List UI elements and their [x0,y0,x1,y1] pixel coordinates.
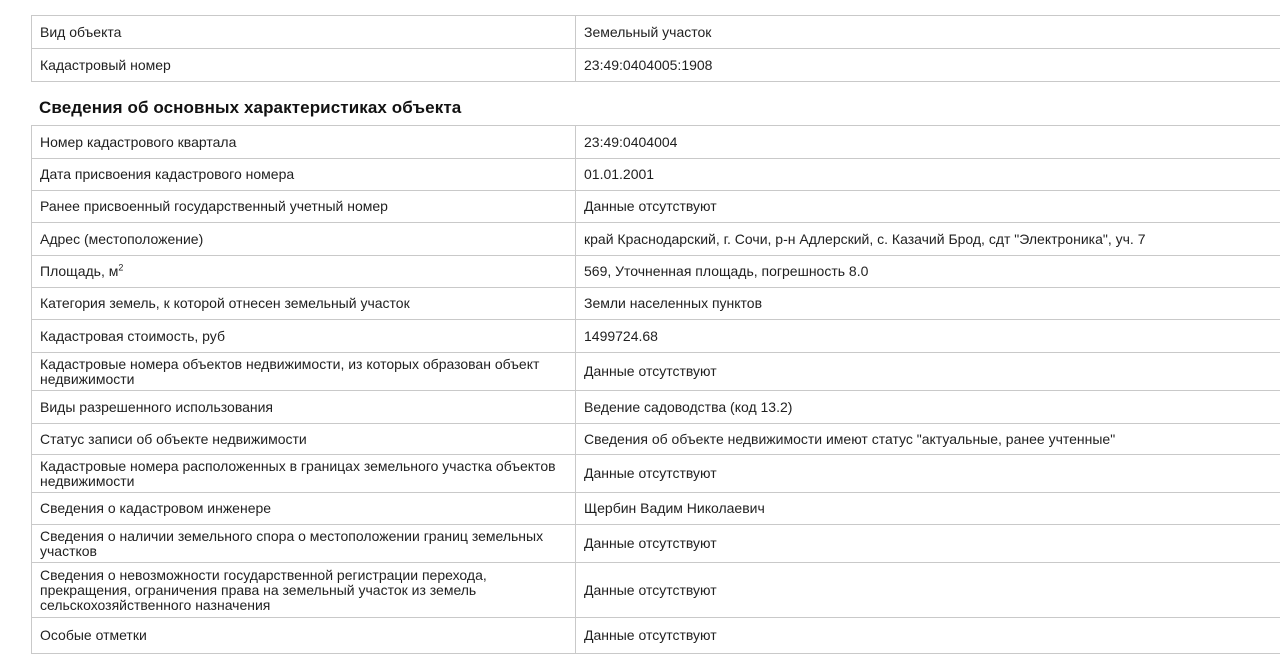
table-row [32,391,1280,424]
registration-impossibility-value: Данные отсутствуют [576,563,1280,618]
cadastral-number-value: 23:49:0404005:1908 [576,49,1280,82]
permitted-use-label: Виды разрешенного использования [32,391,576,424]
table-row [32,223,1280,256]
table-row [32,618,1280,654]
cadastral-cost-value: 1499724.68 [576,320,1280,353]
address-value: край Краснодарский, г. Сочи, р-н Адлерский, с. Казачий Брод, сдт "Электроника", уч. 7 [576,223,1280,256]
record-status-label: Статус записи об объекте недвижимости [32,424,576,455]
assign-date-value: 01.01.2001 [576,159,1280,191]
table-row [32,49,1280,82]
table-row [32,320,1280,353]
cadastral-number-label: Кадастровый номер [32,49,576,82]
table-row [32,424,1280,455]
table-row [32,256,1280,288]
special-notes-value: Данные отсутствуют [576,618,1280,654]
table-row [32,493,1280,525]
permitted-use-value: Ведение садоводства (код 13.2) [576,391,1280,424]
record-status-value: Сведения об объекте недвижимости имеют статус "актуальные, ранее учтенные" [576,424,1280,455]
table-row [32,525,1280,563]
cadastral-cost-label: Кадастровая стоимость, руб [32,320,576,353]
object-type-value: Земельный участок [576,16,1280,49]
previous-number-value: Данные отсутствуют [576,191,1280,223]
located-objects-label: Кадастровые номера расположенных в границах земельного участка объектов недвижимости [32,455,576,493]
quarter-number-value: 23:49:0404004 [576,126,1280,159]
assign-date-label: Дата присвоения кадастрового номера [32,159,576,191]
table-row [32,455,1280,493]
area-label-text: Площадь, м [40,263,119,279]
table-row [32,191,1280,223]
located-objects-value: Данные отсутствуют [576,455,1280,493]
origin-numbers-label: Кадастровые номера объектов недвижимости, из которых образован объект недвижимости [32,353,576,391]
characteristics-table [31,125,1280,654]
table-row [32,353,1280,391]
area-label [32,256,576,288]
quarter-number-label: Номер кадастрового квартала [32,126,576,159]
engineer-label: Сведения о кадастровом инженере [32,493,576,525]
land-category-value: Земли населенных пунктов [576,288,1280,320]
dispute-value: Данные отсутствуют [576,525,1280,563]
land-category-label: Категория земель, к которой отнесен земельный участок [32,288,576,320]
table-row [32,563,1280,618]
section-title: Сведения об основных характеристиках объекта [39,98,462,117]
table-row [32,126,1280,159]
table-row [32,159,1280,191]
table-row [32,288,1280,320]
origin-numbers-value: Данные отсутствуют [576,353,1280,391]
previous-number-label: Ранее присвоенный государственный учетный номер [32,191,576,223]
table-row [32,16,1280,49]
special-notes-label: Особые отметки [32,618,576,654]
engineer-value: Щербин Вадим Николаевич [576,493,1280,525]
registration-impossibility-label: Сведения о невозможности государственной регистрации перехода, прекращения, ограничения права на земельный участок из земель сельскохозяйственного назначения [32,563,576,618]
area-label-sup: 2 [118,262,124,273]
address-label: Адрес (местоположение) [32,223,576,256]
object-info-table [31,15,1280,82]
area-value: 569, Уточненная площадь, погрешность 8.0 [576,256,1280,288]
dispute-label: Сведения о наличии земельного спора о местоположении границ земельных участков [32,525,576,563]
object-type-label: Вид объекта [32,16,576,49]
